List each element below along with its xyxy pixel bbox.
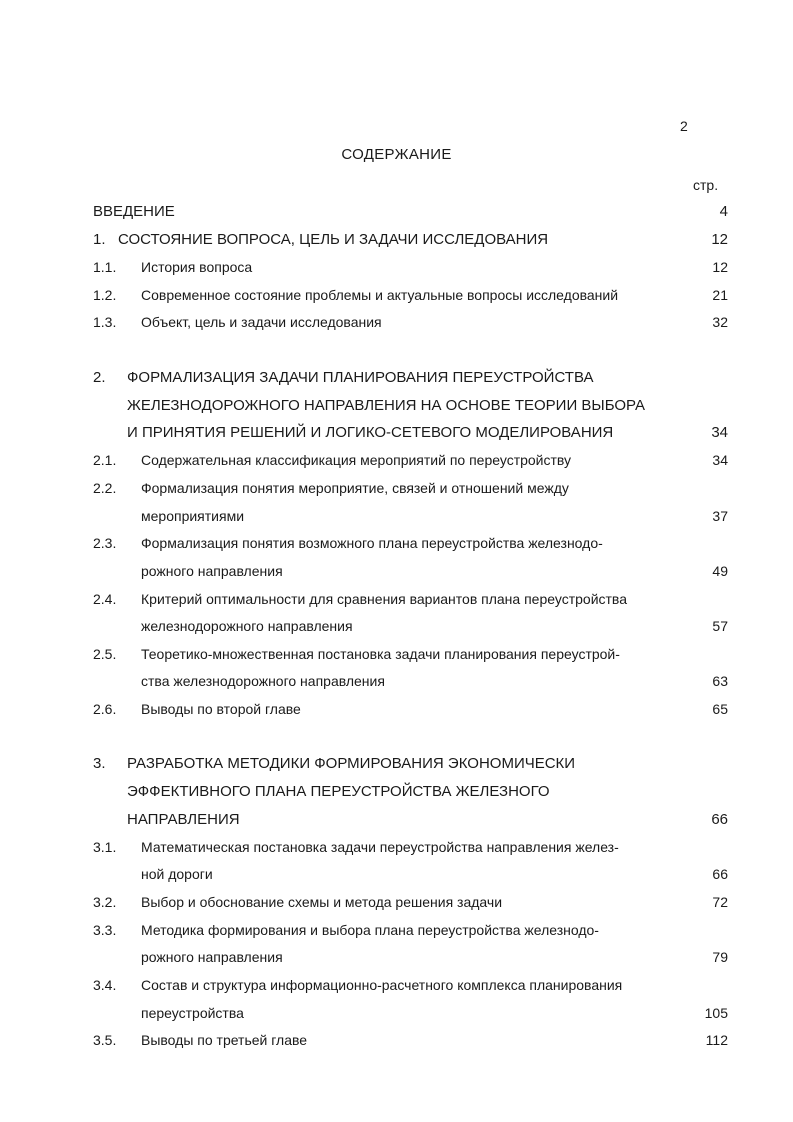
section-number: 3.1.: [93, 839, 117, 855]
section-page: 32: [712, 314, 728, 330]
section-title-continued: переустройства: [141, 1005, 244, 1021]
chapter-2-title-line: ЖЕЛЕЗНОДОРОЖНОГО НАПРАВЛЕНИЯ НА ОСНОВЕ ТЕОРИИ ВЫБОРА: [127, 397, 646, 414]
section-title: Объект, цель и задачи исследования: [141, 314, 382, 330]
section-title-continued: мероприятиями: [141, 508, 245, 524]
section-title: Выбор и обоснование схемы и метода решения задачи: [141, 894, 503, 910]
chapter-1-number: 1.: [93, 231, 106, 248]
section-page: 21: [712, 287, 728, 303]
section-number: 3.5.: [93, 1032, 117, 1048]
section-number: 2.4.: [93, 591, 117, 607]
chapter-2-number: 2.: [93, 369, 106, 386]
chapter-3-number: 3.: [93, 755, 106, 772]
section-title: Состав и структура информационно-расчетного комплекса планирования: [141, 977, 623, 993]
chapter-2-title-line: ФОРМАЛИЗАЦИЯ ЗАДАЧИ ПЛАНИРОВАНИЯ ПЕРЕУСТРОЙСТВА: [127, 369, 594, 386]
section-number: 3.3.: [93, 922, 117, 938]
section-page: 57: [712, 618, 728, 634]
section-page: 65: [712, 701, 728, 717]
chapter-3-title-line: НАПРАВЛЕНИЯ: [127, 811, 240, 828]
section-title: Формализация понятия мероприятие, связей и отношений между: [141, 480, 569, 496]
section-title: Содержательная классификация мероприятий по переустройству: [141, 452, 572, 468]
section-title: Формализация понятия возможного плана переустройства железнодо-: [141, 535, 603, 551]
section-page: 34: [712, 452, 728, 468]
chapter-1-title: СОСТОЯНИЕ ВОПРОСА, ЦЕЛЬ И ЗАДАЧИ ИССЛЕДОВАНИЯ: [118, 231, 549, 248]
section-number: 2.2.: [93, 480, 117, 496]
section-page: 37: [712, 508, 728, 524]
intro-page: 4: [719, 203, 728, 220]
section-title-continued: ной дороги: [141, 866, 213, 882]
section-page: 63: [712, 673, 728, 689]
section-title-continued: рожного направления: [141, 949, 283, 965]
chapter-3-title-line: ЭФФЕКТИВНОГО ПЛАНА ПЕРЕУСТРОЙСТВА ЖЕЛЕЗНОГО: [127, 783, 550, 800]
section-number: 1.1.: [93, 259, 117, 275]
section-number: 2.5.: [93, 646, 117, 662]
section-page: 66: [712, 866, 728, 882]
section-title: Критерий оптимальности для сравнения вариантов плана переустройства: [141, 591, 628, 607]
chapter-3-title-line: РАЗРАБОТКА МЕТОДИКИ ФОРМИРОВАНИЯ ЭКОНОМИЧЕСКИ: [127, 755, 576, 772]
section-page: 112: [705, 1032, 728, 1048]
section-title-continued: ства железнодорожного направления: [141, 673, 385, 689]
section-page: 105: [704, 1005, 728, 1021]
page-column-label: стр.: [693, 177, 719, 193]
section-title: Методика формирования и выбора плана переустройства железнодо-: [141, 922, 599, 938]
chapter-2-page: 34: [711, 424, 728, 441]
section-page: 49: [712, 563, 728, 579]
section-title: Выводы по третьей главе: [141, 1032, 308, 1048]
intro-title: ВВЕДЕНИЕ: [93, 203, 175, 220]
section-number: 3.4.: [93, 977, 117, 993]
section-page: 12: [712, 259, 728, 275]
section-title: Современное состояние проблемы и актуальные вопросы исследований: [141, 287, 619, 303]
section-title: Математическая постановка задачи переустройства направления желез-: [141, 839, 619, 855]
section-title: Выводы по второй главе: [141, 701, 301, 717]
section-number: 3.2.: [93, 894, 117, 910]
section-number: 1.3.: [93, 314, 117, 330]
section-number: 2.3.: [93, 535, 117, 551]
page-number: 2: [680, 118, 688, 134]
section-title: Теоретико-множественная постановка задачи планирования переустрой-: [141, 646, 620, 662]
chapter-2-title-line: И ПРИНЯТИЯ РЕШЕНИЙ И ЛОГИКО-СЕТЕВОГО МОДЕЛИРОВАНИЯ: [127, 424, 614, 441]
chapter-3-page: 66: [711, 811, 728, 828]
section-page: 72: [712, 894, 728, 910]
section-title-continued: железнодорожного направления: [141, 618, 353, 634]
toc-title: СОДЕРЖАНИЕ: [341, 146, 452, 163]
chapter-1-page: 12: [711, 231, 728, 248]
section-title: История вопроса: [141, 259, 253, 275]
section-number: 2.6.: [93, 701, 117, 717]
section-title-continued: рожного направления: [141, 563, 283, 579]
section-page: 79: [712, 949, 728, 965]
section-number: 1.2.: [93, 287, 117, 303]
section-number: 2.1.: [93, 452, 117, 468]
